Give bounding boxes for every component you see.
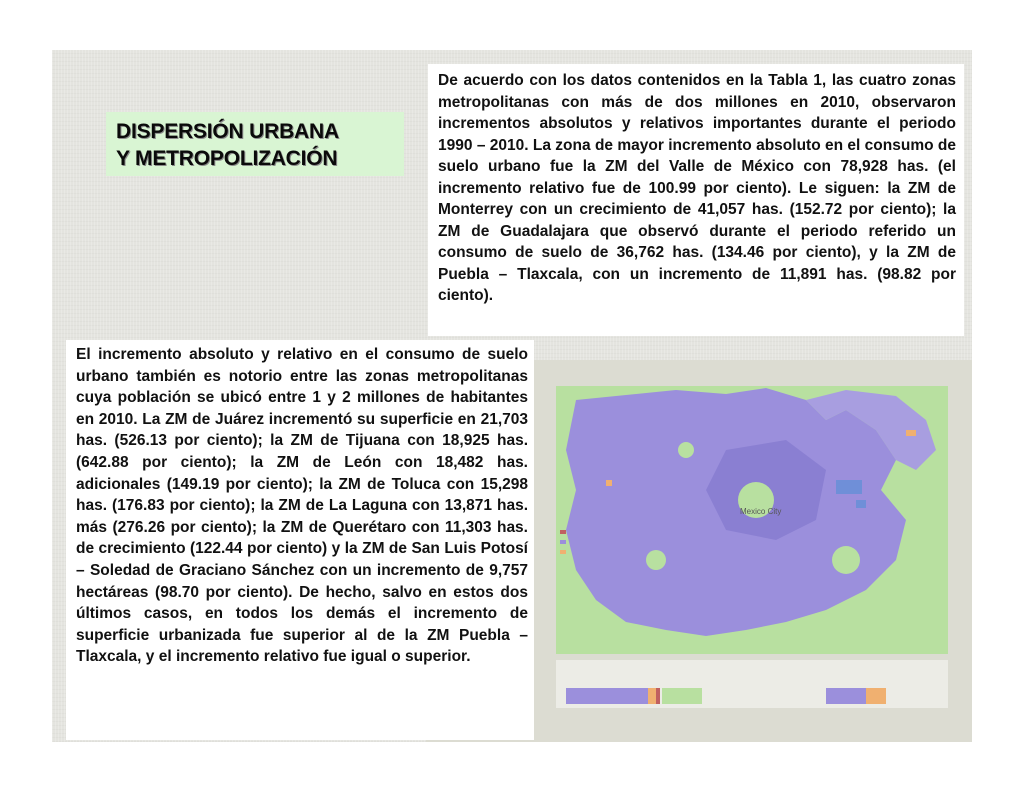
title-line-2: Y METROPOLIZACIÓN [116,147,338,170]
paragraph-left: El incremento absoluto y relativo en el consumo de suelo urbano también es notorio entre las zonas metropolitanas cuya población se ubicó entre 1 y 2 millones de habitantes en 2010. La ZM de Juárez incrementó su superficie en 21,703 has. (526.13 por ciento); la ZM de Tijuana con 18,925 has. (642.88 por ciento); la ZM de León con 18,482 has. adicionales (149.19 por ciento); la ZM de Toluca con 15,298 has. (176.83 por ciento); la ZM de La Laguna con 13,871 has. más (276.26 por ciento); la ZM de Querétaro con 11,303 has. de crecimiento (122.44 por ciento) y la ZM de San Luis Potosí – Soledad de Graciano Sánchez con un incremento de 9,757 hectáreas (98.70 por ciento). De hecho, salvo en estos dos últimos casos, en todos los demás el incremento de superficie urbanizada fue superior al de la ZM Puebla – Tlaxcala, y el incremento relativo fue igual o superior. [66,340,534,740]
map-city-label: Mexico City [740,507,782,516]
title-box [106,112,404,176]
paragraph-top: De acuerdo con los datos contenidos en la Tabla 1, las cuatro zonas metropolitanas con más de dos millones en 2010, observaron incrementos absolutos y relativos importantes durante el periodo 1990 – 2010. La zona de mayor incremento absoluto en el consumo de suelo urbano fue la ZM del Valle de México con 78,928 has. (el incremento relativo fue de 100.99 por ciento). Le siguen: la ZM de Monterrey con un crecimiento de 41,057 has. (152.72 por ciento); la ZM de Guadalajara que observó durante el periodo referido un consumo de suelo de 36,762 has. (134.46 por ciento), y la ZM de Puebla – Tlaxcala, con un incremento de 11,891 has. (98.82 por ciento). [428,64,964,336]
title-line-1: DISPERSIÓN URBANA [116,120,339,143]
